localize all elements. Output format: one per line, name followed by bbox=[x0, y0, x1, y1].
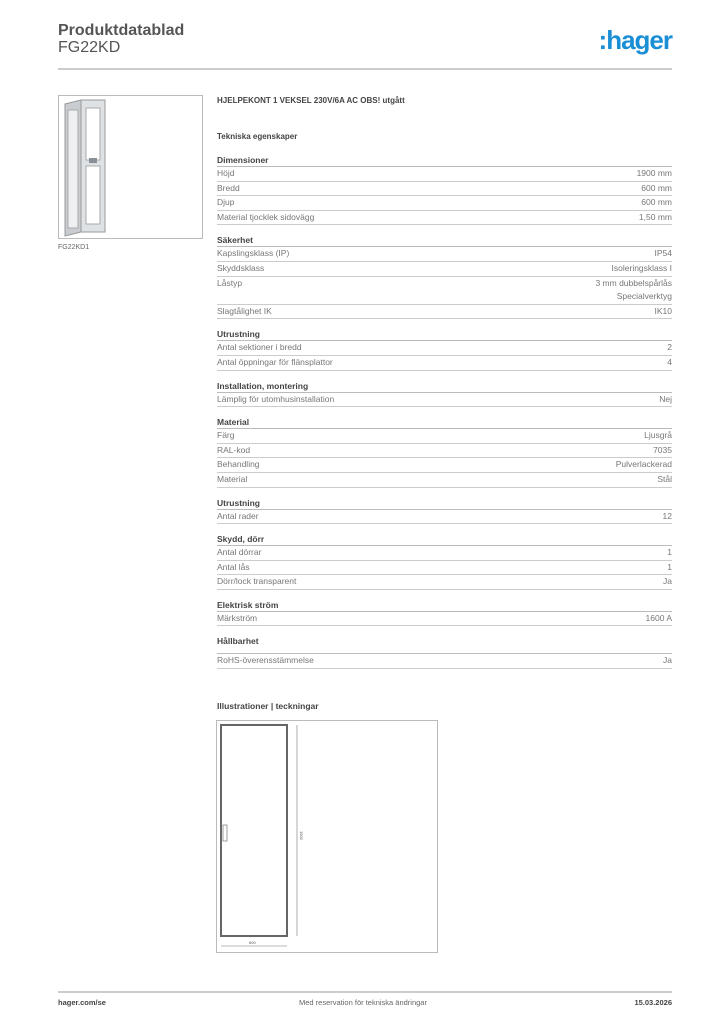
spec-value: 1 bbox=[667, 547, 672, 558]
spec-label: Antal dörrar bbox=[217, 547, 262, 558]
spec-label: Skyddsklass bbox=[217, 262, 265, 273]
footer-website[interactable]: hager.com/se bbox=[58, 998, 106, 1007]
spec-row bbox=[217, 247, 672, 262]
spec-label: RoHS-överensstämmelse bbox=[217, 655, 314, 666]
image-caption: FG22KD1 bbox=[58, 244, 90, 251]
spec-section bbox=[217, 416, 672, 487]
spec-label: Material tjocklek sidovägg bbox=[217, 211, 315, 222]
spec-label: Antal öppningar för flänsplattor bbox=[217, 356, 333, 367]
spec-area bbox=[217, 96, 672, 678]
section-heading: Säkerhet bbox=[217, 234, 672, 247]
spec-value: 12 bbox=[662, 510, 672, 521]
spec-label: Märkström bbox=[217, 612, 258, 623]
section-heading: Hållbarhet bbox=[217, 635, 672, 654]
spec-value: 2 bbox=[667, 342, 672, 353]
spec-section bbox=[217, 234, 672, 319]
spec-section bbox=[217, 533, 672, 590]
spec-value: IP54 bbox=[654, 248, 672, 259]
spec-label: Antal sektioner i bredd bbox=[217, 342, 302, 353]
spec-value: 1600 A bbox=[645, 612, 672, 623]
spec-value: 600 mm bbox=[641, 197, 672, 208]
height-dimension: 1900 bbox=[299, 831, 304, 840]
spec-row bbox=[217, 211, 672, 226]
spec-row bbox=[217, 561, 672, 576]
spec-label: Djup bbox=[217, 197, 235, 208]
spec-section bbox=[217, 380, 672, 408]
spec-label: Slagtålighet IK bbox=[217, 305, 272, 316]
page-title: Produktdatablad bbox=[58, 22, 185, 39]
tech-heading: Tekniska egenskaper bbox=[217, 132, 298, 141]
spec-row bbox=[217, 546, 672, 561]
spec-value: Stål bbox=[657, 473, 672, 484]
spec-value: Ljusgrå bbox=[644, 430, 672, 441]
spec-row bbox=[217, 473, 672, 488]
section-heading: Installation, montering bbox=[217, 380, 672, 393]
product-image bbox=[58, 95, 203, 239]
spec-row bbox=[217, 510, 672, 525]
spec-label: Färg bbox=[217, 430, 235, 441]
spec-row bbox=[217, 458, 672, 473]
illustrations-heading: Illustrationer | teckningar bbox=[217, 701, 319, 711]
spec-value: 1900 mm bbox=[636, 168, 672, 178]
spec-label: Höjd bbox=[217, 168, 235, 178]
spec-row bbox=[217, 277, 672, 305]
spec-row bbox=[217, 393, 672, 408]
spec-row bbox=[217, 444, 672, 459]
spec-section bbox=[217, 599, 672, 627]
spec-row bbox=[217, 196, 672, 211]
spec-value: Isoleringsklass I bbox=[611, 262, 672, 273]
product-title: HJELPEKONT 1 VEKSEL 230V/6A AC OBS! utgått bbox=[217, 96, 405, 105]
spec-section bbox=[217, 154, 672, 225]
spec-value: 4 bbox=[667, 356, 672, 367]
section-heading: Utrustning bbox=[217, 497, 672, 510]
hager-logo: :hager bbox=[598, 25, 672, 55]
spec-row bbox=[217, 262, 672, 277]
spec-value: IK10 bbox=[654, 305, 672, 316]
spec-value: Ja bbox=[663, 655, 672, 666]
spec-value: 7035 bbox=[653, 444, 672, 455]
section-heading: Skydd, dörr bbox=[217, 533, 672, 546]
spec-label: Låstyp bbox=[217, 277, 243, 288]
spec-label: Antal lås bbox=[217, 561, 250, 572]
spec-row bbox=[217, 305, 672, 320]
spec-section bbox=[217, 497, 672, 525]
section-heading: Utrustning bbox=[217, 328, 672, 341]
spec-label: Dörr/lock transparent bbox=[217, 576, 297, 587]
product-code: FG22KD bbox=[58, 39, 121, 56]
footer-date: 15.03.2026 bbox=[634, 998, 672, 1007]
spec-value: Ja bbox=[663, 576, 672, 587]
spec-row bbox=[217, 612, 672, 627]
spec-label: Kapslingsklass (IP) bbox=[217, 248, 290, 259]
spec-row bbox=[217, 341, 672, 356]
section-heading: Material bbox=[217, 416, 672, 429]
spec-row bbox=[217, 575, 672, 590]
spec-row bbox=[217, 356, 672, 371]
spec-label: Antal rader bbox=[217, 510, 259, 521]
spec-value: Nej bbox=[659, 393, 672, 404]
spec-row bbox=[217, 654, 672, 669]
section-heading: Elektrisk ström bbox=[217, 599, 672, 612]
spec-value: Pulverlackerad bbox=[615, 459, 672, 470]
width-dimension: 600 bbox=[249, 940, 256, 945]
spec-label: RAL-kod bbox=[217, 444, 251, 455]
spec-value: 1 bbox=[667, 561, 672, 572]
technical-drawing bbox=[216, 720, 438, 953]
spec-row bbox=[217, 167, 672, 182]
spec-label: Behandling bbox=[217, 459, 260, 470]
spec-label: Bredd bbox=[217, 182, 240, 193]
spec-section bbox=[217, 328, 672, 370]
spec-row bbox=[217, 182, 672, 197]
spec-label: Material bbox=[217, 473, 248, 484]
spec-section bbox=[217, 635, 672, 669]
footer-note: Med reservation för tekniska ändringar bbox=[299, 998, 427, 1007]
footer-divider bbox=[58, 991, 672, 993]
spec-label: Lämplig för utomhusinstallation bbox=[217, 393, 335, 404]
spec-sections bbox=[217, 154, 672, 669]
spec-value: 600 mm bbox=[641, 182, 672, 193]
spec-value: 1,50 mm bbox=[638, 211, 672, 222]
section-heading: Dimensioner bbox=[217, 154, 672, 167]
header-divider bbox=[58, 68, 672, 70]
spec-value: 3 mm dubbelspårlås Specialverktyg bbox=[595, 277, 672, 302]
spec-row bbox=[217, 429, 672, 444]
